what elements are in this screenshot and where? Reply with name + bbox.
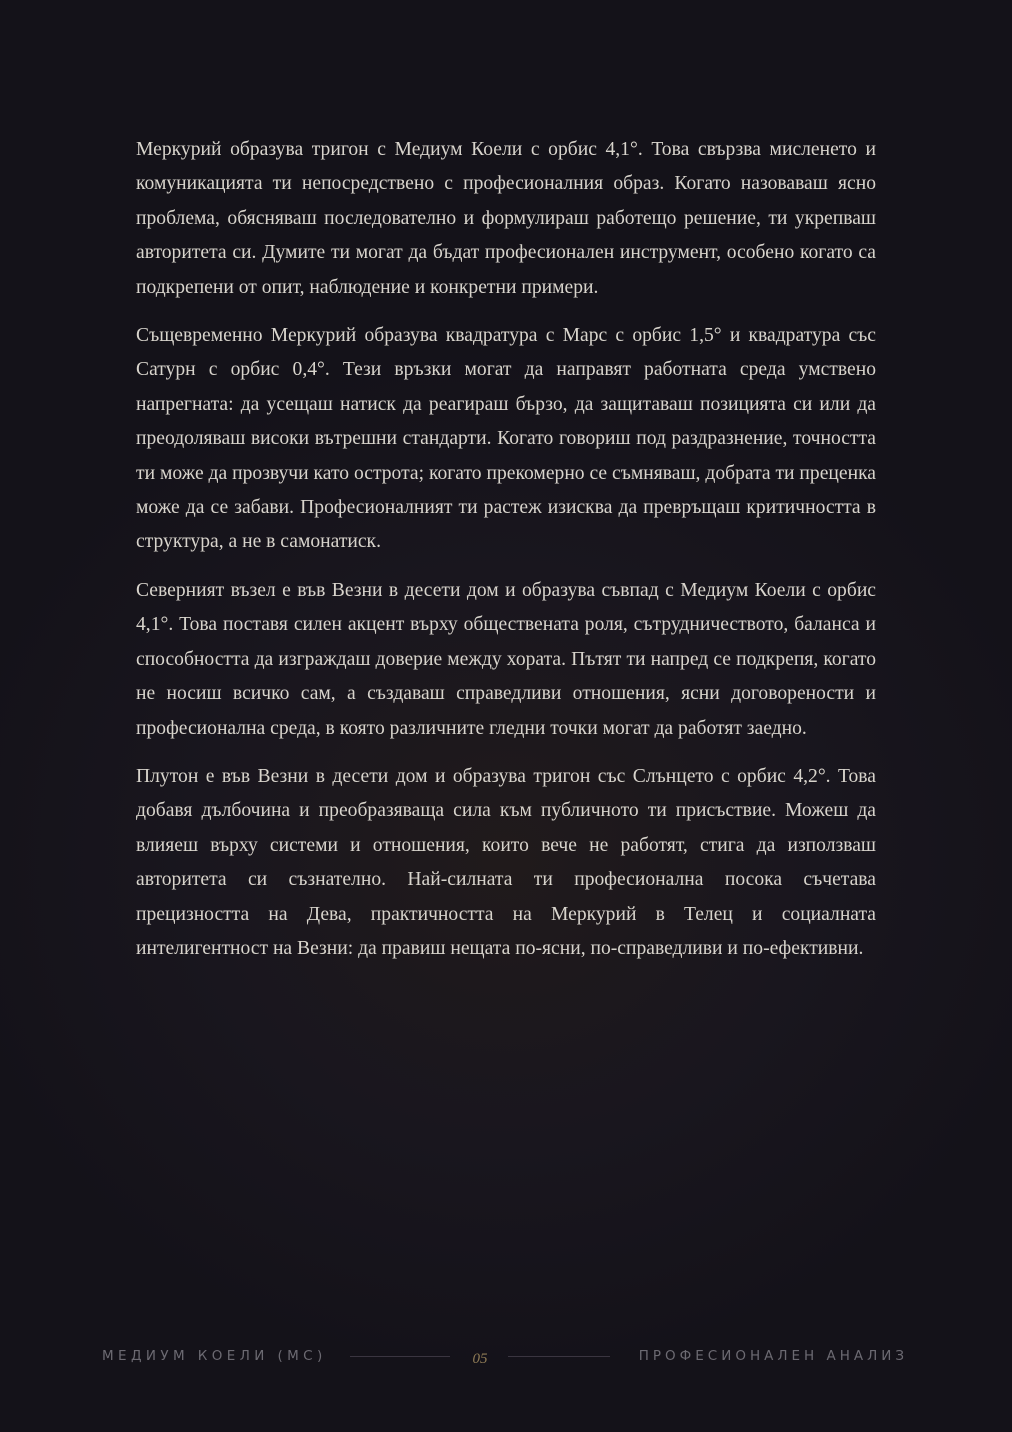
paragraph-north-node: Северният възел е във Везни в десети дом и образува съвпад с Медиум Коели с орбис 4,1°. Това поставя силен акцент върху обществената роля, сътрудничеството, баланса и способността да изграждаш доверие между хората. Пътят ти напред се подкрепя, когато не носиш всичко сам, а създаваш справедливи отношения, ясни договорености и професионална среда, в която различните гледни точки могат да работят заедно. [136,579,876,739]
paragraph-mercury-mc: Меркурий образува тригон с Медиум Коели с орбис 4,1°. Това свързва мисленето и комуникацията ти непосредствено с професионалния образ. Когато назоваваш ясно проблема, обясняваш последователно и формулираш работещо решение, ти укрепваш авторитета си. Думите ти могат да бъдат професионален инструмент, особено когато са подкрепени от опит, наблюдение и конкретни примери. [136,139,876,298]
page-footer [102,1345,908,1369]
paragraph-mercury-squares: Същевременно Меркурий образува квадратура с Марс с орбис 1,5° и квадратура със Сатурн с орбис 0,4°. Тези връзки могат да направят работната среда умствено напрегната: да усещаш натиск да реагираш бързо, да защитаваш позицията си или да преодоляваш високи вътрешни стандарти. Когато говориш под раздразнение, точността ти може да прозвучи като острота; когато прекомерно се съмняваш, добрата ти преценка може да се забави. Професионалният ти растеж изисква да превръщаш критичността в структура, а не в самонатиск. [136,325,876,553]
paragraph-pluto: Плутон е във Везни в десети дом и образува тригон със Слънцето с орбис 4,2°. Това добавя дълбочина и преобразяваща сила към публичното ти присъствие. Можеш да влияеш върху системи и отношения, които вече не работят, стига да използваш авторитета си съзнателно. Най-силната ти професионална посока съчетава прецизността на Дева, практичността на Меркурий в Телец и социалната интелигентност на Везни: да правиш нещата по-ясни, по-справедливи и по-ефективни. [136,765,876,959]
footer-document-title: ПРОФЕСИОНАЛЕН АНАЛИЗ [638,1348,908,1364]
body-text [136,133,876,980]
footer-divider-right [508,1356,610,1357]
footer-section-title: МЕДИУМ КОЕЛИ (MC) [102,1348,327,1364]
footer-divider-left [350,1356,450,1357]
page-number: 05 [472,1351,488,1367]
